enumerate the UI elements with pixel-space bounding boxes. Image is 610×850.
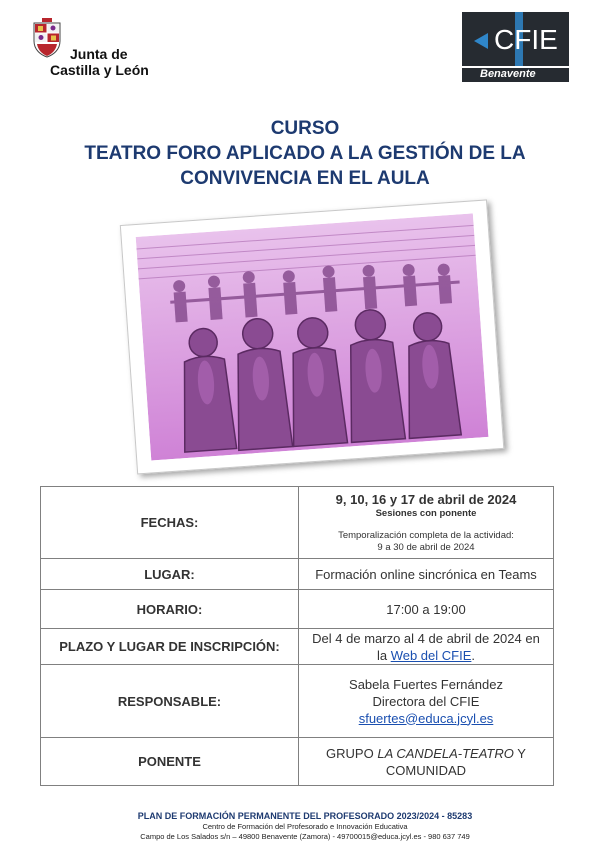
horario-value: 17:00 a 19:00: [299, 590, 554, 629]
fechas-value: [299, 487, 554, 559]
table-row-fechas: [41, 487, 554, 559]
ponente-value: [299, 738, 554, 786]
responsable-email-link[interactable]: sfuertes@educa.jcyl.es: [358, 710, 494, 726]
footer-address: Campo de Los Salados s/n – 49800 Benavente (Zamora) - 49700015@educa.jcyl.es - 980 637 749: [140, 832, 470, 841]
table-row-lugar: [41, 559, 554, 590]
cfie-logo: [462, 12, 569, 84]
jcyl-logo: [26, 14, 149, 80]
theatre-silhouettes-image: [136, 213, 489, 460]
ponente-label: PONENTE: [41, 738, 299, 786]
lugar-value: Formación online sincrónica en Teams: [299, 559, 554, 590]
fechas-temp-range: 9 a 30 de abril de 2024: [377, 542, 475, 553]
fechas-dates: 9, 10, 16 y 17 de abril de 2024: [335, 492, 517, 507]
responsable-label: RESPONSABLE:: [41, 665, 299, 738]
title-line1: CURSO: [270, 118, 340, 139]
cfie-logo-city: Benavente: [480, 68, 536, 80]
ponente-prefix: GRUPO: [326, 745, 378, 761]
jcyl-line1: Junta de: [70, 46, 128, 62]
fechas-label: FECHAS:: [41, 487, 299, 559]
course-photo: [120, 200, 502, 473]
cfie-arrow-icon: [474, 33, 488, 49]
plazo-suffix: .: [471, 647, 476, 663]
table-row-plazo: [41, 629, 554, 665]
table-row-ponente: [41, 738, 554, 786]
title-line3: CONVIVENCIA EN EL AULA: [180, 168, 430, 189]
plazo-label: PLAZO Y LUGAR DE INSCRIPCIÓN:: [41, 629, 299, 665]
page-title: [0, 116, 610, 191]
plazo-value: [299, 629, 554, 665]
plazo-line2: [303, 647, 549, 664]
ponente-suffix: Y: [513, 745, 526, 761]
jcyl-line2: Castilla y León: [50, 62, 149, 78]
jcyl-logo-text: [50, 46, 149, 78]
footer-center: Centro de Formación del Profesorado e Innovación Educativa: [202, 822, 408, 831]
cfie-logo-letters: CFIE: [494, 24, 558, 55]
cfie-logo-box: [462, 12, 569, 66]
course-info-table: [40, 486, 554, 786]
fechas-sessions: Sesiones con ponente: [375, 508, 477, 519]
footer-plan: PLAN DE FORMACIÓN PERMANENTE DEL PROFESORADO 2023/2024 - 85283: [137, 811, 473, 821]
cfie-web-link[interactable]: Web del CFIE: [390, 647, 472, 663]
responsable-name: Sabela Fuertes Fernández: [349, 676, 503, 692]
lugar-label: LUGAR:: [41, 559, 299, 590]
cfie-logo-sub: [462, 68, 569, 82]
plazo-prefix: la: [376, 647, 391, 663]
responsable-role: Directora del CFIE: [372, 693, 480, 709]
photo-frame: [120, 199, 505, 474]
plazo-line1: Del 4 de marzo al 4 de abril de 2024 en: [312, 630, 540, 646]
responsable-value: [299, 665, 554, 738]
title-line2: TEATRO FORO APLICADO A LA GESTIÓN DE LA: [84, 143, 526, 164]
fechas-temp-label: Temporalización completa de la actividad:: [338, 530, 514, 541]
table-row-horario: [41, 590, 554, 629]
ponente-line2: COMUNIDAD: [385, 762, 467, 778]
ponente-group-name: LA CANDELA-TEATRO: [377, 745, 514, 761]
horario-label: HORARIO:: [41, 590, 299, 629]
table-row-responsable: [41, 665, 554, 738]
page-footer: [0, 810, 610, 842]
